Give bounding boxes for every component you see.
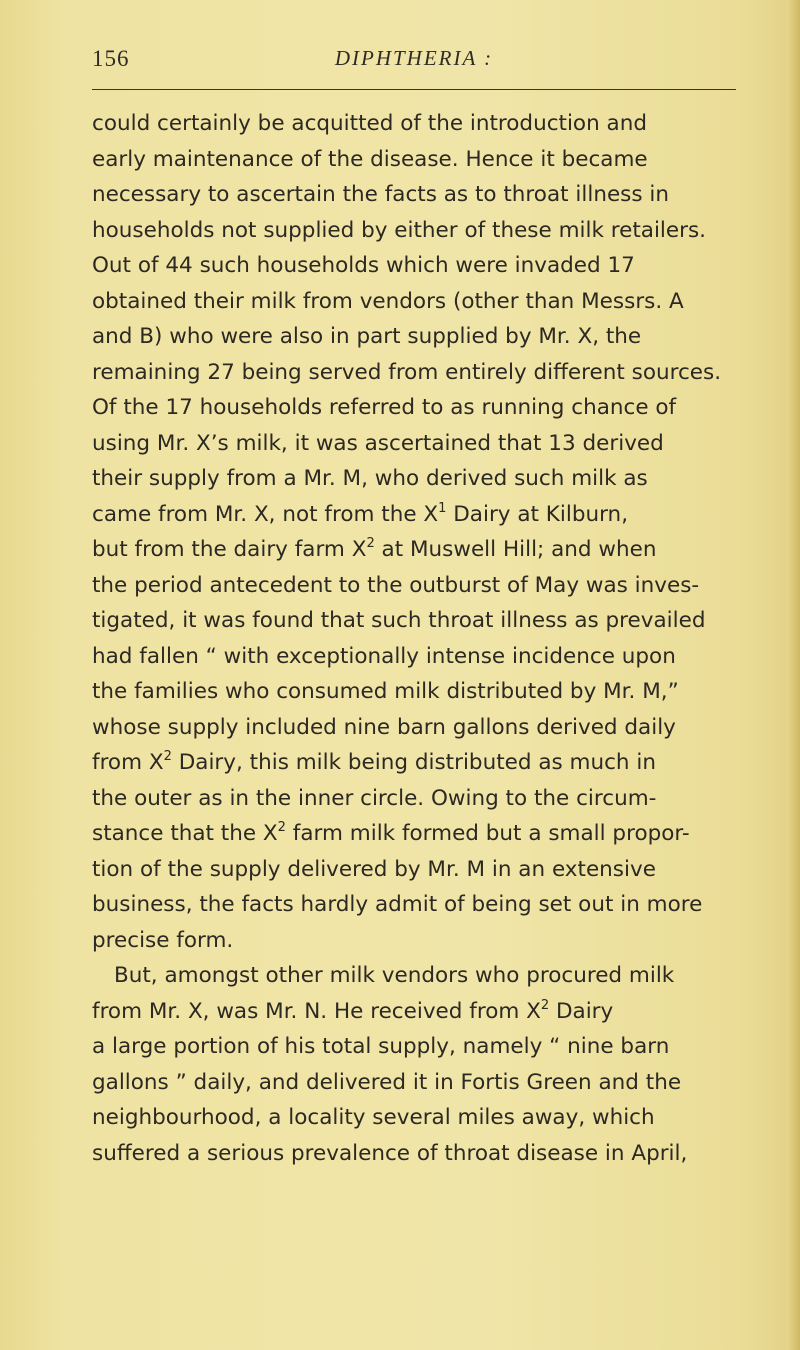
text-line: business, the facts hardly admit of being set out in more: [92, 892, 703, 917]
text-line: the period antecedent to the outburst of May was inves-: [92, 572, 700, 598]
text-line: the outer as in the inner circle. Owing to the circum-: [92, 785, 657, 811]
text-line: remaining 27 being served from entirely different sources.: [92, 359, 722, 385]
page-edge-shadow: [788, 0, 800, 1350]
superscript: 2: [540, 997, 550, 1013]
header-rule: [92, 89, 736, 90]
text-line: from Mr. X, was Mr. N. He received from $X^2$ Dairy: [92, 997, 614, 1024]
text-line: the families who consumed milk distributed by Mr. M,”: [92, 679, 679, 704]
text-line: had fallen “ with exceptionally intense incidence upon: [92, 643, 676, 669]
text-line: tigated, it was found that such throat illness as prevailed: [92, 608, 706, 633]
text-line: early maintenance of the disease. Hence it became: [92, 146, 648, 172]
text-line: using Mr. X’s milk, it was ascertained that 13 derived: [92, 430, 664, 456]
text-line: But, amongst other milk vendors who procured milk: [114, 963, 675, 988]
text-line: from $X^2$ Dairy, this milk being distributed as much in: [92, 749, 656, 775]
text-line: their supply from a Mr. M, who derived such milk as: [92, 466, 648, 491]
page-header: [92, 46, 736, 76]
text-line: whose supply included nine barn gallons derived daily: [92, 714, 676, 740]
text-line: came from Mr. X, not from the $X^1$ Dairy at Kilburn,: [92, 500, 629, 527]
text-line: gallons ” daily, and delivered it in Fortis Green and the: [92, 1069, 682, 1095]
superscript: 2: [277, 820, 286, 835]
text-line: suffered a serious prevalence of throat disease in April,: [92, 1140, 688, 1166]
page-number: 156: [92, 46, 130, 71]
text-line: neighbourhood, a locality several miles away, which: [92, 1105, 655, 1130]
text-line: households not supplied by either of these milk retailers.: [92, 217, 706, 243]
text-line: but from the dairy farm $X^2$ at Muswell Hill; and when: [92, 536, 657, 562]
text-line: precise form.: [92, 927, 234, 953]
superscript: 1: [438, 500, 447, 516]
text-line: obtained their milk from vendors (other than Messrs. A: [92, 288, 684, 314]
text-line: Of the 17 households referred to as running chance of: [92, 395, 677, 420]
text-line: necessary to ascertain the facts as to throat illness in: [92, 182, 670, 207]
text-line: and B) who were also in part supplied by Mr. X, the: [92, 324, 642, 349]
text-line: tion of the supply delivered by Mr. M in an extensive: [92, 856, 656, 882]
text-line: could certainly be acquitted of the introduction and: [92, 111, 647, 136]
superscript: 2: [163, 749, 172, 764]
superscript: 2: [366, 536, 375, 551]
running-title: DIPHTHERIA :: [334, 46, 494, 70]
text-line: stance that the $X^2$ farm milk formed but a small propor-: [92, 820, 690, 846]
text-line: a large portion of his total supply, namely “ nine barn: [92, 1034, 670, 1059]
body-text: [92, 106, 742, 1171]
text-line: Out of 44 such households which were invaded 17: [92, 253, 635, 278]
